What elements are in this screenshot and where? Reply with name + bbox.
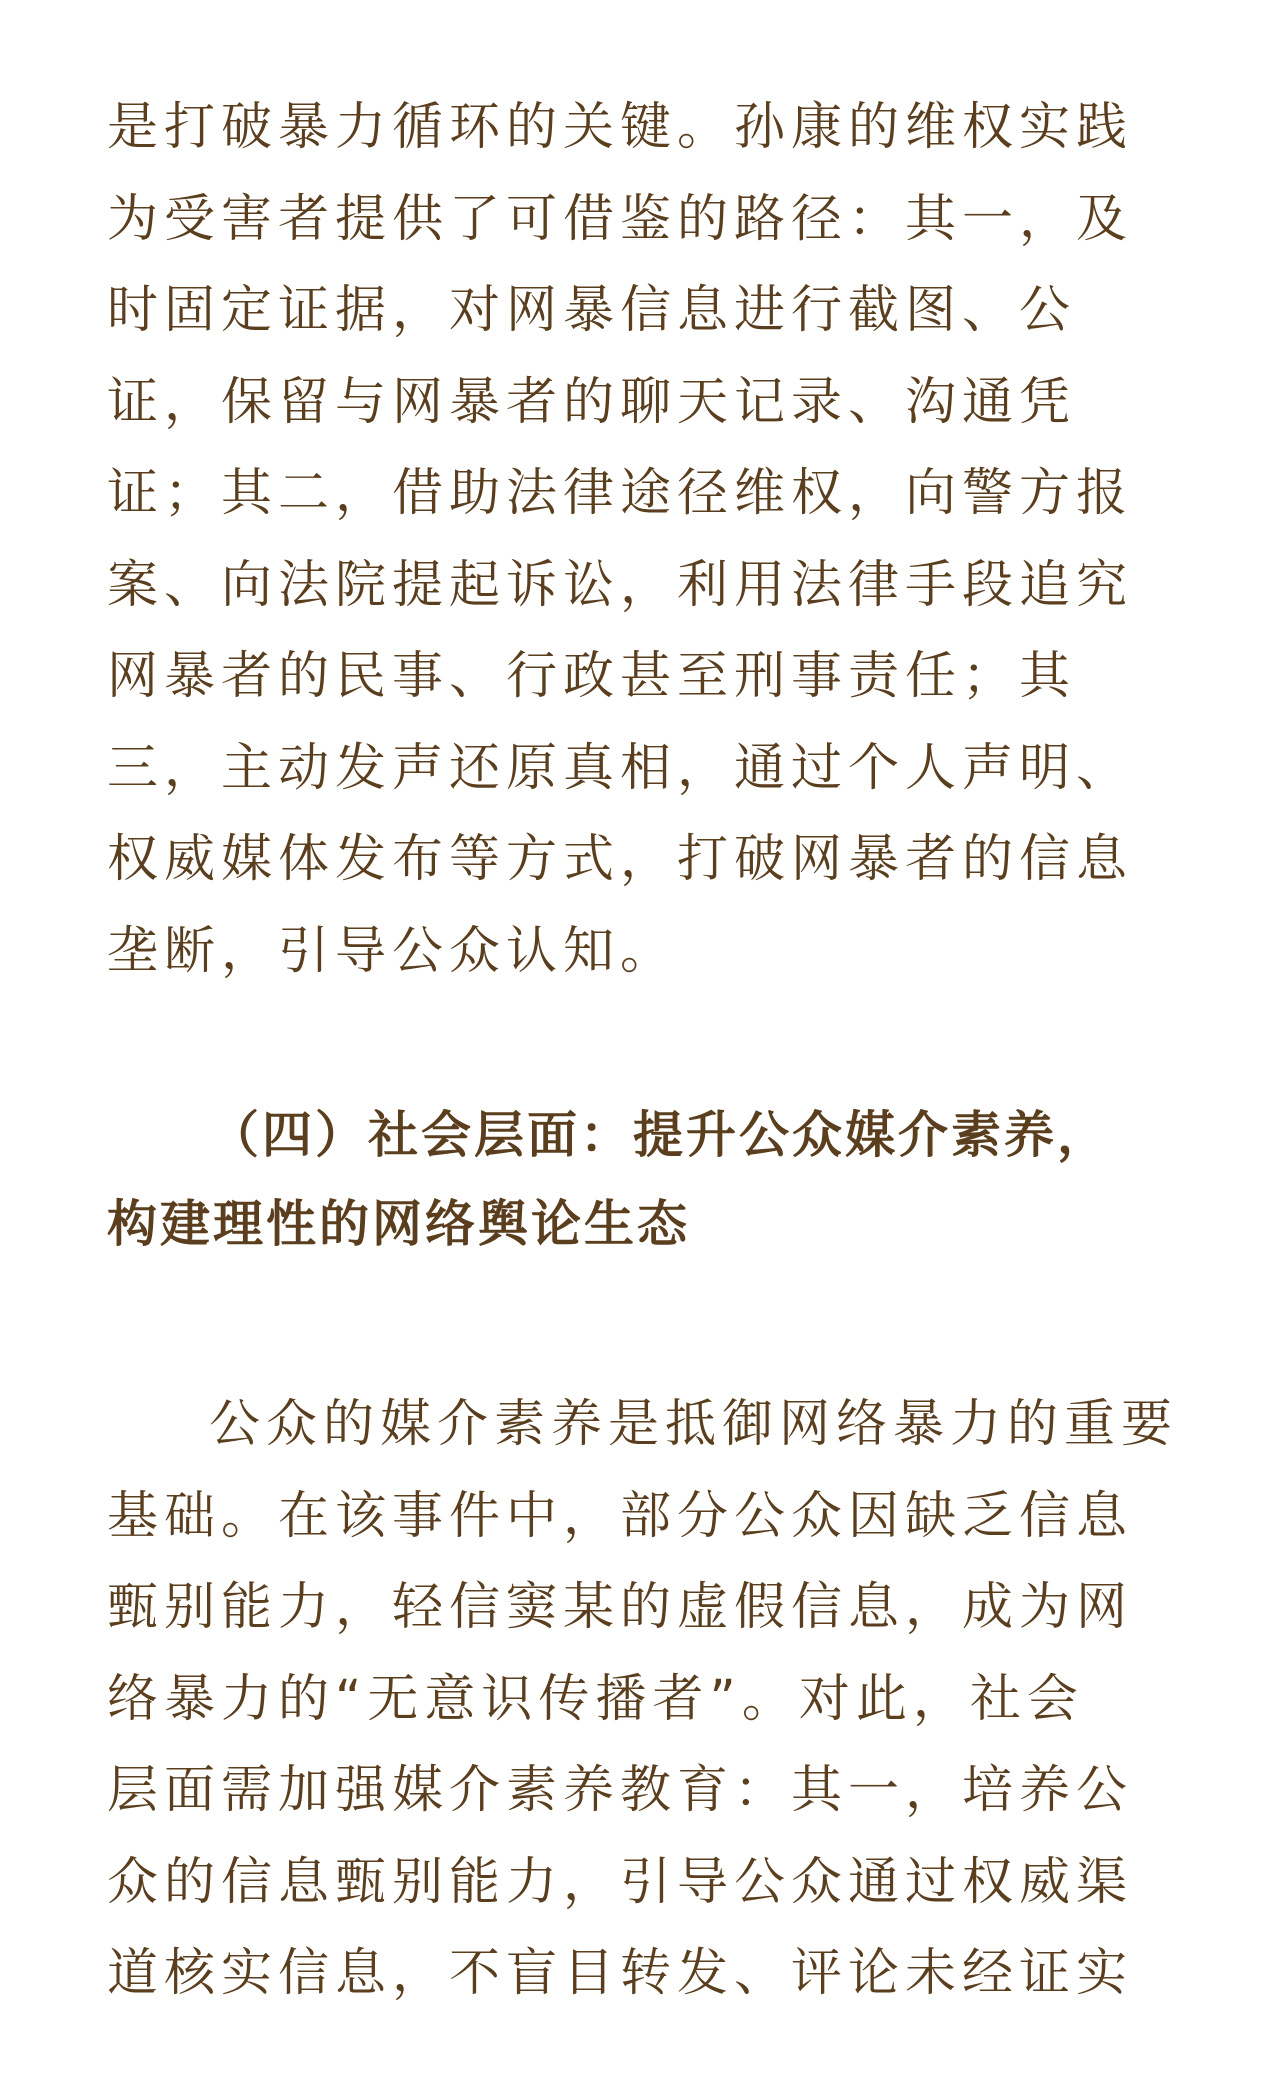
text-line: 基础。在该事件中，部分公众因缺乏信息 — [107, 1486, 1134, 1546]
text-line: 络暴力的“无意识传播者”。对此，社会 — [107, 1669, 1084, 1729]
text-line: 三，主动发声还原真相，通过个人声明、 — [107, 738, 1134, 798]
text-line: 网暴者的民事、行政甚至刑事责任；其 — [107, 647, 1077, 706]
text-line: 层面需加强媒介素养教育：其一，培养公 — [107, 1761, 1134, 1820]
text-line: 证；其二，借助法律途径维权，向警方报 — [107, 464, 1134, 523]
text-line: 权威媒体发布等方式，打破网暴者的信息 — [107, 830, 1134, 889]
section-heading — [107, 1091, 1173, 1269]
article-body — [107, 82, 1179, 2020]
text-line: 是打破暴力循环的关键。孙康的维权实践 — [107, 98, 1134, 157]
text-line: 甄别能力，轻信窦某的虚假信息，成为网 — [107, 1578, 1134, 1637]
paragraph-victim-rights — [107, 82, 1173, 997]
text-line: 公众的媒介素养是抵御网络暴力的重要 — [209, 1395, 1179, 1454]
paragraph-media-literacy — [107, 1379, 1179, 2020]
paragraph-spacer — [107, 1269, 1173, 1379]
paragraph-spacer — [107, 997, 1173, 1091]
text-line: 为受害者提供了可借鉴的路径：其一，及 — [107, 189, 1134, 249]
heading-line: 构建理性的网络舆论生态 — [107, 1195, 690, 1253]
heading-line: （四）社会层面：提升公众媒介素养， — [209, 1106, 1110, 1164]
text-line: 众的信息甄别能力，引导公众通过权威渠 — [107, 1852, 1134, 1912]
text-line: 垄断，引导公众认知。 — [107, 921, 678, 981]
text-line: 道核实信息，不盲目转发、评论未经证实 — [107, 1944, 1134, 2003]
text-line: 时固定证据，对网暴信息进行截图、公 — [107, 281, 1077, 340]
text-line: 案、向法院提起诉讼，利用法律手段追究 — [107, 555, 1134, 615]
text-line: 证，保留与网暴者的聊天记录、沟通凭 — [107, 372, 1077, 432]
